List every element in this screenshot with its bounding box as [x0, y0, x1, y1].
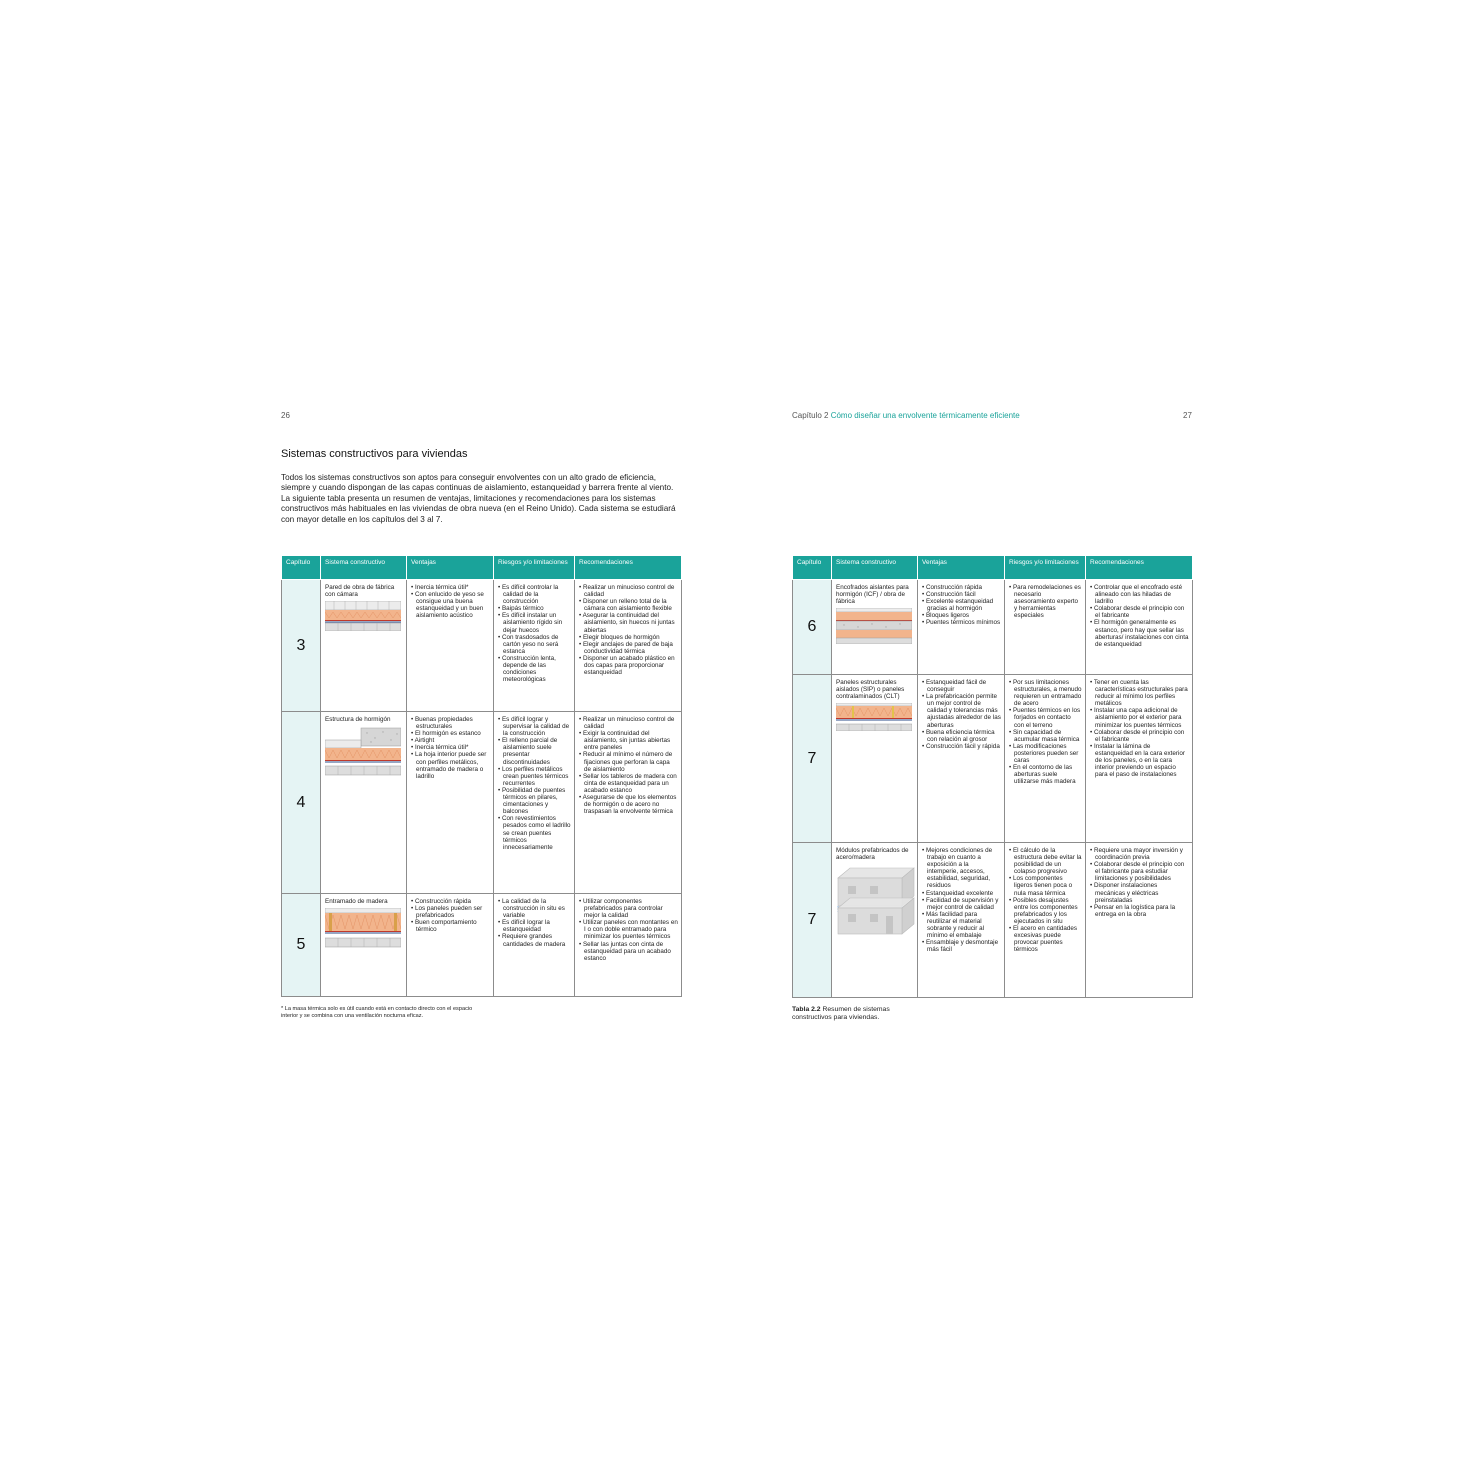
- bullet-item: • Utilizar paneles con montantes en I o con doble entramado para minimizar los puentes térmicos: [579, 919, 678, 940]
- bullet-item: • Excelente estanqueidad gracias al hormigón: [922, 598, 1001, 612]
- recommendations-list: [1090, 847, 1189, 918]
- icf-diagram: [836, 608, 912, 644]
- bullet-item: • Asegurar la continuidad del aislamiento, sin huecos ni juntas abiertas: [579, 612, 678, 633]
- recommendations-list: [579, 584, 678, 676]
- caption-label: Tabla 2.2: [792, 1006, 821, 1013]
- bullet-item: • Buenas propiedades estructurales: [411, 716, 490, 730]
- footnote: * La masa térmica solo es útil cuando está en contacto directo con el espacio interior y se combina con una ventilación nocturna eficaz.: [281, 1006, 473, 1019]
- bullet-item: • Baipás térmico: [498, 605, 571, 612]
- advantages-list: [922, 847, 1001, 953]
- systems-table-left: [281, 555, 682, 997]
- advantages-cell: [407, 712, 494, 894]
- recommendations-list: [1090, 679, 1189, 778]
- bullet-item: • El hormigón es estanco: [411, 730, 490, 737]
- recommendations-cell: [1086, 675, 1193, 843]
- table-row: [793, 580, 1193, 675]
- bullet-item: • Posibilidad de puentes térmicos en pilares, cimentaciones y balcones: [498, 787, 571, 815]
- timber-frame-diagram: [325, 908, 401, 948]
- bullet-item: • Los componentes ligeros tienen poca o nula masa térmica: [1009, 875, 1082, 896]
- header-chapter: Capítulo: [793, 556, 832, 580]
- header-risks: Riesgos y/o limitaciones: [1005, 556, 1086, 580]
- page-number-left: 26: [281, 411, 290, 420]
- bullet-item: • Disponer instalaciones mecánicas y eléctricas preinstaladas: [1090, 882, 1189, 903]
- bullet-item: • Bloques ligeros: [922, 612, 1001, 619]
- bullet-item: • Para remodelaciones es necesario asesoramiento experto y herramientas especiales: [1009, 584, 1082, 619]
- sip-clt-diagram: [836, 703, 912, 731]
- bullet-item: • Las modificaciones posteriores pueden ser caras: [1009, 743, 1082, 764]
- section-title: Sistemas constructivos para viviendas: [281, 448, 468, 460]
- bullet-item: • Instalar la lámina de estanqueidad en la cara exterior de los paneles, o en la cara interior previendo un espacio para el paso de instalaciones: [1090, 743, 1189, 778]
- advantages-list: [411, 716, 490, 780]
- recommendations-cell: [575, 712, 682, 894]
- risks-cell: [494, 580, 575, 712]
- bullet-item: • Requiere grandes cantidades de madera: [498, 933, 571, 947]
- bullet-item: • Construcción rápida: [411, 898, 490, 905]
- running-head-chapter: Capítulo 2: [792, 411, 829, 420]
- recommendations-cell: [575, 894, 682, 997]
- bullet-item: • Mejores condiciones de trabajo en cuanto a exposición a la intemperie, accesos, estabilidad, seguridad, residuos: [922, 847, 1001, 890]
- table-row: [793, 675, 1193, 843]
- advantages-cell: [918, 843, 1005, 998]
- advantages-list: [411, 584, 490, 619]
- recommendations-cell: [1086, 843, 1193, 998]
- header-chapter: Capítulo: [282, 556, 321, 580]
- bullet-item: • Sellar los tableros de madera con cinta de estanqueidad para un acabado estanco: [579, 773, 678, 794]
- risks-list: [1009, 584, 1082, 619]
- system-name: Módulos prefabricados de acero/madera: [836, 847, 909, 862]
- bullet-item: • Por sus limitaciones estructurales, a menudo requieren un entramado de acero: [1009, 679, 1082, 707]
- bullet-item: • Los perfiles metálicos crean puentes térmicos recurrentes: [498, 766, 571, 787]
- chapter-number: 4: [282, 712, 321, 894]
- bullet-item: • Tener en cuenta las características estructurales para reducir al mínimo los perfiles metálicos: [1090, 679, 1189, 707]
- chapter-number: 5: [282, 894, 321, 997]
- system-cell: [832, 580, 918, 675]
- advantages-list: [922, 679, 1001, 750]
- recommendations-list: [579, 716, 678, 815]
- bullet-item: • Estanqueidad fácil de conseguir: [922, 679, 1001, 693]
- bullet-item: • Exigir la continuidad del aislamiento, sin juntas abiertas entre paneles: [579, 730, 678, 751]
- running-head-title: Cómo diseñar una envolvente térmicamente eficiente: [830, 411, 1020, 420]
- table-row: [793, 843, 1193, 998]
- caption-text: Resumen de sistemas constructivos para viviendas.: [792, 1006, 890, 1021]
- chapter-number: 7: [793, 843, 832, 998]
- bullet-item: • Construcción lenta, depende de las condiciones meteorológicas: [498, 655, 571, 683]
- system-cell: [321, 580, 407, 712]
- bullet-item: • Colaborar desde el principio con el fabricante: [1090, 729, 1189, 743]
- bullet-item: • La prefabricación permite un mejor control de calidad y tolerancias más ajustadas alrededor de las aberturas: [922, 693, 1001, 728]
- table-row: [282, 712, 682, 894]
- advantages-cell: [918, 675, 1005, 843]
- advantages-list: [922, 584, 1001, 627]
- bullet-item: • El hormigón generalmente es estanco, pero hay que sellar las aberturas/ instalaciones con cinta de estanqueidad: [1090, 619, 1189, 647]
- risks-list: [1009, 679, 1082, 785]
- table-row: [282, 894, 682, 997]
- bullet-item: • El relleno parcial de aislamiento suele presentar discontinuidades: [498, 737, 571, 765]
- bullet-item: • Construcción fácil y rápida: [922, 743, 1001, 750]
- bullet-item: • Es difícil lograr la estanqueidad: [498, 919, 571, 933]
- system-cell: [321, 894, 407, 997]
- table-caption: [792, 1006, 892, 1022]
- bullet-item: • Controlar que el encofrado esté alineado con las hiladas de ladrillo: [1090, 584, 1189, 605]
- running-head: [792, 411, 1020, 420]
- system-name: Estructura de hormigón: [325, 716, 391, 723]
- risks-cell: [494, 712, 575, 894]
- chapter-number: 3: [282, 580, 321, 712]
- advantages-cell: [918, 580, 1005, 675]
- bullet-item: • Reducir al mínimo el número de fijaciones que perforan la capa de aislamiento: [579, 751, 678, 772]
- bullet-item: • Disponer un relleno total de la cámara con aislamiento flexible: [579, 598, 678, 612]
- cavity-wall-diagram: [325, 601, 401, 631]
- bullet-item: • Buen comportamiento térmico: [411, 919, 490, 933]
- system-cell: [832, 675, 918, 843]
- chapter-number: 6: [793, 580, 832, 675]
- bullet-item: • Requiere una mayor inversión y coordinación previa: [1090, 847, 1189, 861]
- advantages-cell: [407, 580, 494, 712]
- header-system: Sistema constructivo: [832, 556, 918, 580]
- risks-cell: [1005, 843, 1086, 998]
- bullet-item: • Sellar las juntas con cinta de estanqueidad para un acabado estanco: [579, 941, 678, 962]
- bullet-item: • Puentes térmicos mínimos: [922, 619, 1001, 626]
- bullet-item: • Realizar un minucioso control de calidad: [579, 716, 678, 730]
- bullet-item: • Es difícil controlar la calidad de la construcción: [498, 584, 571, 605]
- bullet-item: • Sin capacidad de acumular masa térmica: [1009, 729, 1082, 743]
- bullet-item: • En el contorno de las aberturas suele utilizarse más madera: [1009, 764, 1082, 785]
- advantages-list: [411, 898, 490, 933]
- system-name: Encofrados aislantes para hormigón (ICF) / obra de fábrica: [836, 584, 909, 606]
- bullet-item: • Más facilidad para reutilizar el material sobrante y reducir al mínimo el embalaje: [922, 911, 1001, 939]
- risks-cell: [1005, 675, 1086, 843]
- bullet-item: • Con revestimientos pesados como el ladrillo se crean puentes térmicos innecesariamente: [498, 815, 571, 850]
- bullet-item: • Estanqueidad excelente: [922, 890, 1001, 897]
- header-risks: Riesgos y/o limitaciones: [494, 556, 575, 580]
- recommendations-list: [1090, 584, 1189, 648]
- intro-paragraph: Todos los sistemas constructivos son aptos para conseguir envolventes con un alto grado de eficiencia, siempre y cuando dispongan de las capas continuas de aislamiento, estanqueidad y barrera frente al viento. La siguiente tabla presenta un resumen de ventajas, limitaciones y recomendaciones para los sistemas constructivos más habituales en las viviendas de obra nueva (en el Reino Unido). Cada sistema se estudiará con mayor detalle en los capítulos del 3 al 7.: [281, 473, 676, 524]
- advantages-cell: [407, 894, 494, 997]
- page-number-right: 27: [1183, 411, 1192, 420]
- bullet-item: • Construcción fácil: [922, 591, 1001, 598]
- table-header-row: [793, 556, 1193, 580]
- header-advantages: Ventajas: [407, 556, 494, 580]
- bullet-item: • Los paneles pueden ser prefabricados: [411, 905, 490, 919]
- bullet-item: • Buena eficiencia térmica con relación al grosor: [922, 729, 1001, 743]
- bullet-item: • Inercia térmica útil*: [411, 744, 490, 751]
- bullet-item: • El cálculo de la estructura debe evitar la posibilidad de un colapso progresivo: [1009, 847, 1082, 875]
- bullet-item: • Es difícil instalar un aislamiento rígido sin dejar huecos: [498, 612, 571, 633]
- bullet-item: • Posibles desajustes entre los componentes prefabricados y los ejecutados in situ: [1009, 897, 1082, 925]
- header-advantages: Ventajas: [918, 556, 1005, 580]
- bullet-item: • Utilizar componentes prefabricados para controlar mejor la calidad: [579, 898, 678, 919]
- bullet-item: • Pensar en la logística para la entrega en la obra: [1090, 904, 1189, 918]
- risks-cell: [494, 894, 575, 997]
- bullet-item: • Airtight: [411, 737, 490, 744]
- recommendations-cell: [1086, 580, 1193, 675]
- bullet-item: • Instalar una capa adicional de aislamiento por el exterior para minimizar los puentes térmicos: [1090, 707, 1189, 728]
- bullet-item: • Asegurarse de que los elementos de hormigón o de acero no traspasan la envolvente térmica: [579, 794, 678, 815]
- header-recommendations: Recomendaciones: [575, 556, 682, 580]
- bullet-item: • Elegir bloques de hormigón: [579, 634, 678, 641]
- header-system: Sistema constructivo: [321, 556, 407, 580]
- system-name: Entramado de madera: [325, 898, 388, 905]
- bullet-item: • Realizar un minucioso control de calidad: [579, 584, 678, 598]
- bullet-item: • Con trasdosados de cartón yeso no será estanca: [498, 634, 571, 655]
- bullet-item: • Facilidad de supervisión y mejor control de calidad: [922, 897, 1001, 911]
- risks-list: [498, 716, 571, 851]
- bullet-item: • Construcción rápida: [922, 584, 1001, 591]
- risks-list: [1009, 847, 1082, 953]
- recommendations-list: [579, 898, 678, 962]
- header-recommendations: Recomendaciones: [1086, 556, 1193, 580]
- bullet-item: • Puentes térmicos en los forjados en contacto con el terreno: [1009, 707, 1082, 728]
- bullet-item: • Disponer un acabado plástico en dos capas para proporcionar estanqueidad: [579, 655, 678, 676]
- table-row: [282, 580, 682, 712]
- bullet-item: • Con enlucido de yeso se consigue una buena estanqueidad y un buen aislamiento acústico: [411, 591, 490, 619]
- modular-units-diagram: [836, 864, 916, 936]
- system-name: Paneles estructurales aislados (SIP) o paneles contralaminados (CLT): [836, 679, 905, 701]
- bullet-item: • Ensamblaje y desmontaje más fácil: [922, 939, 1001, 953]
- system-cell: [321, 712, 407, 894]
- risks-list: [498, 584, 571, 683]
- bullet-item: • Colaborar desde el principio con el fabricante para estudiar limitaciones y posibilidades: [1090, 861, 1189, 882]
- bullet-item: • La hoja interior puede ser con perfiles metálicos, entramado de madera o ladrillo: [411, 751, 490, 779]
- bullet-item: • La calidad de la construcción in situ es variable: [498, 898, 571, 919]
- table-header-row: [282, 556, 682, 580]
- bullet-item: • El acero en cantidades excesivas puede provocar puentes térmicos: [1009, 925, 1082, 953]
- systems-table-right: [792, 555, 1193, 998]
- concrete-frame-diagram: [325, 726, 401, 776]
- bullet-item: • Colaborar desde el principio con el fabricante: [1090, 605, 1189, 619]
- system-name: Pared de obra de fábrica con cámara: [325, 584, 395, 599]
- risks-cell: [1005, 580, 1086, 675]
- system-cell: [832, 843, 918, 998]
- bullet-item: • Elegir anclajes de pared de baja conductividad térmica: [579, 641, 678, 655]
- chapter-number: 7: [793, 675, 832, 843]
- risks-list: [498, 898, 571, 948]
- bullet-item: • Inercia térmica útil*: [411, 584, 490, 591]
- recommendations-cell: [575, 580, 682, 712]
- bullet-item: • Es difícil lograr y supervisar la calidad de la construcción: [498, 716, 571, 737]
